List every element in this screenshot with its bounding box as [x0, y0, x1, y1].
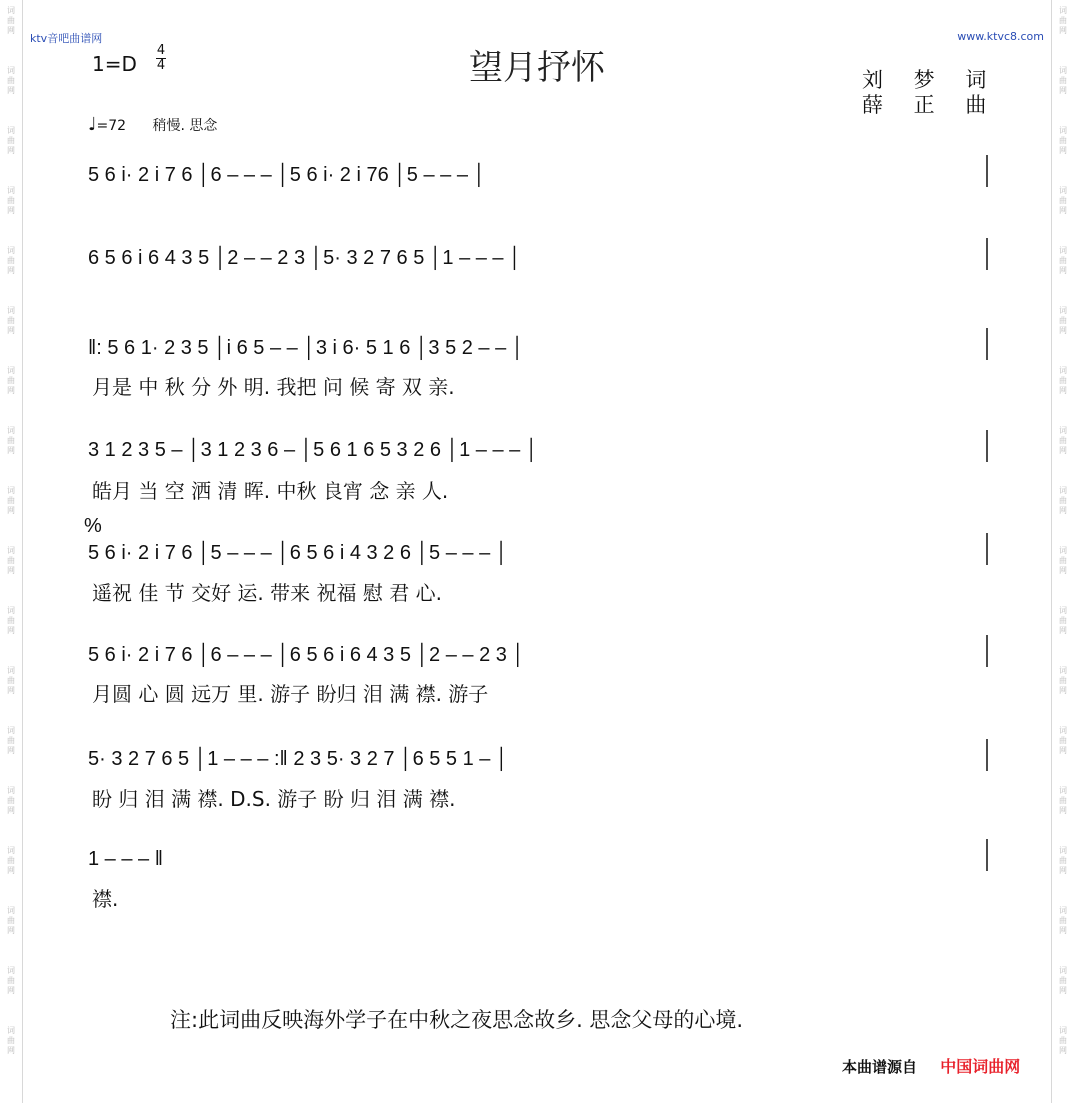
watermark-cell: 词 曲 网	[7, 246, 15, 275]
watermark-cell: 词 曲 网	[1059, 786, 1067, 815]
footer	[842, 1054, 1020, 1077]
footnote: 注:此词曲反映海外学子在中秋之夜思念故乡. 思念父母的心境.	[170, 1008, 744, 1032]
notation-line: 5· 3 2 7 6 5 │1 – – – :‖ 2 3 5· 3 2 7 │6 5 5 1 – │	[88, 748, 509, 770]
time-bottom: 4	[156, 58, 166, 73]
notation-line: 5 6 i· 2 i 7 6 │6 – – – │6 5 6 i 6 4 3 5 │2 – – 2 3 │	[88, 644, 525, 666]
watermark-cell: 词 曲 网	[7, 846, 15, 875]
notation-line: 3 1 2 3 5 – │3 1 2 3 6 – │5 6 1 6 5 3 2 6 │1 – – – │	[88, 439, 539, 461]
watermark-cell: 词 曲 网	[1059, 426, 1067, 455]
watermark-cell: 词 曲 网	[1059, 6, 1067, 35]
watermark-cell: 词 曲 网	[1059, 546, 1067, 575]
watermark-cell: 词 曲 网	[1059, 306, 1067, 335]
watermark-cell: 词 曲 网	[1059, 186, 1067, 215]
watermark-cell: 词 曲 网	[7, 306, 15, 335]
notation-line: 6 5 6 i 6 4 3 5 │2 – – 2 3 │5· 3 2 7 6 5 │1 – – – │	[88, 247, 522, 269]
watermark-cell: 词 曲 网	[7, 126, 15, 155]
watermark-cell: 词 曲 网	[1059, 966, 1067, 995]
key-signature: 1=D	[92, 52, 137, 76]
watermark-cell: 词 曲 网	[1059, 126, 1067, 155]
watermark-cell: 词 曲 网	[1059, 246, 1067, 275]
segno-sign: %	[84, 515, 102, 537]
notation-line: 5 6 i· 2 i 7 6 │5 – – – │6 5 6 i 4 3 2 6 │5 – – – │	[88, 542, 509, 564]
watermark-cell: 词 曲 网	[7, 1026, 15, 1055]
notation-line: 5 6 i· 2 i 7 6 │6 – – – │5 6 i· 2 i 76 │5 – – – │	[88, 164, 486, 186]
lyrics-line: 月圆 心 圆 远万 里. 游子 盼归 泪 满 襟. 游子	[92, 682, 489, 706]
footer-source: 本曲谱源自	[842, 1058, 918, 1076]
lyrics-line: 盼 归 泪 满 襟. D.S. 游子 盼 归 泪 满 襟.	[92, 787, 456, 811]
watermark-cell: 词 曲 网	[1059, 66, 1067, 95]
composer: 薛 正 曲	[862, 93, 999, 117]
watermark-cell: 词 曲 网	[7, 786, 15, 815]
watermark-cell: 词 曲 网	[1059, 726, 1067, 755]
watermark-cell: 词 曲 网	[1059, 366, 1067, 395]
source-site-label: ktv音吧曲谱网	[30, 32, 103, 45]
lyrics-line: 月是 中 秋 分 外 明. 我把 问 候 寄 双 亲.	[92, 375, 455, 399]
footer-brand: 中国词曲网	[940, 1057, 1021, 1076]
watermark-cell: 词 曲 网	[7, 906, 15, 935]
watermark-cell: 词 曲 网	[1059, 846, 1067, 875]
watermark-cell: 词 曲 网	[7, 486, 15, 515]
lyricist: 刘 梦 词	[862, 68, 999, 92]
watermark-cell: 词 曲 网	[7, 966, 15, 995]
lyrics-line: 襟.	[92, 887, 119, 911]
watermark-cell: 词 曲 网	[7, 546, 15, 575]
quarter-note-icon: ♩	[88, 114, 97, 135]
watermark-cell: 词 曲 网	[7, 66, 15, 95]
lyrics-line: 皓月 当 空 洒 清 晖. 中秋 良宵 念 亲 人.	[92, 479, 449, 503]
notation-line: 1 – – – ‖	[88, 848, 163, 870]
watermark-cell: 词 曲 网	[7, 426, 15, 455]
watermark-cell: 词 曲 网	[7, 186, 15, 215]
source-url-label: www.ktvc8.com	[957, 30, 1044, 43]
watermark-cell: 词 曲 网	[7, 366, 15, 395]
watermark-cell: 词 曲 网	[7, 606, 15, 635]
watermark-cell: 词 曲 网	[1059, 1026, 1067, 1055]
watermark-cell: 词 曲 网	[7, 6, 15, 35]
notation-line: ‖: 5 6 1· 2 3 5 │i 6 5 – – │3 i 6· 5 1 6 │3 5 2 – – │	[88, 337, 525, 359]
watermark-cell: 词 曲 网	[1059, 606, 1067, 635]
lyrics-line: 遥祝 佳 节 交好 运. 带来 祝福 慰 君 心.	[92, 581, 442, 605]
watermark-cell: 词 曲 网	[1059, 486, 1067, 515]
watermark-cell: 词 曲 网	[1059, 666, 1067, 695]
watermark-cell: 词 曲 网	[7, 726, 15, 755]
watermark-cell: 词 曲 网	[1059, 906, 1067, 935]
song-title: 望月抒怀	[469, 48, 605, 88]
tempo-mood: 稍慢. 思念	[152, 118, 218, 134]
time-top: 4	[156, 43, 166, 58]
tempo-value: =72	[96, 118, 127, 134]
watermark-cell: 词 曲 网	[7, 666, 15, 695]
